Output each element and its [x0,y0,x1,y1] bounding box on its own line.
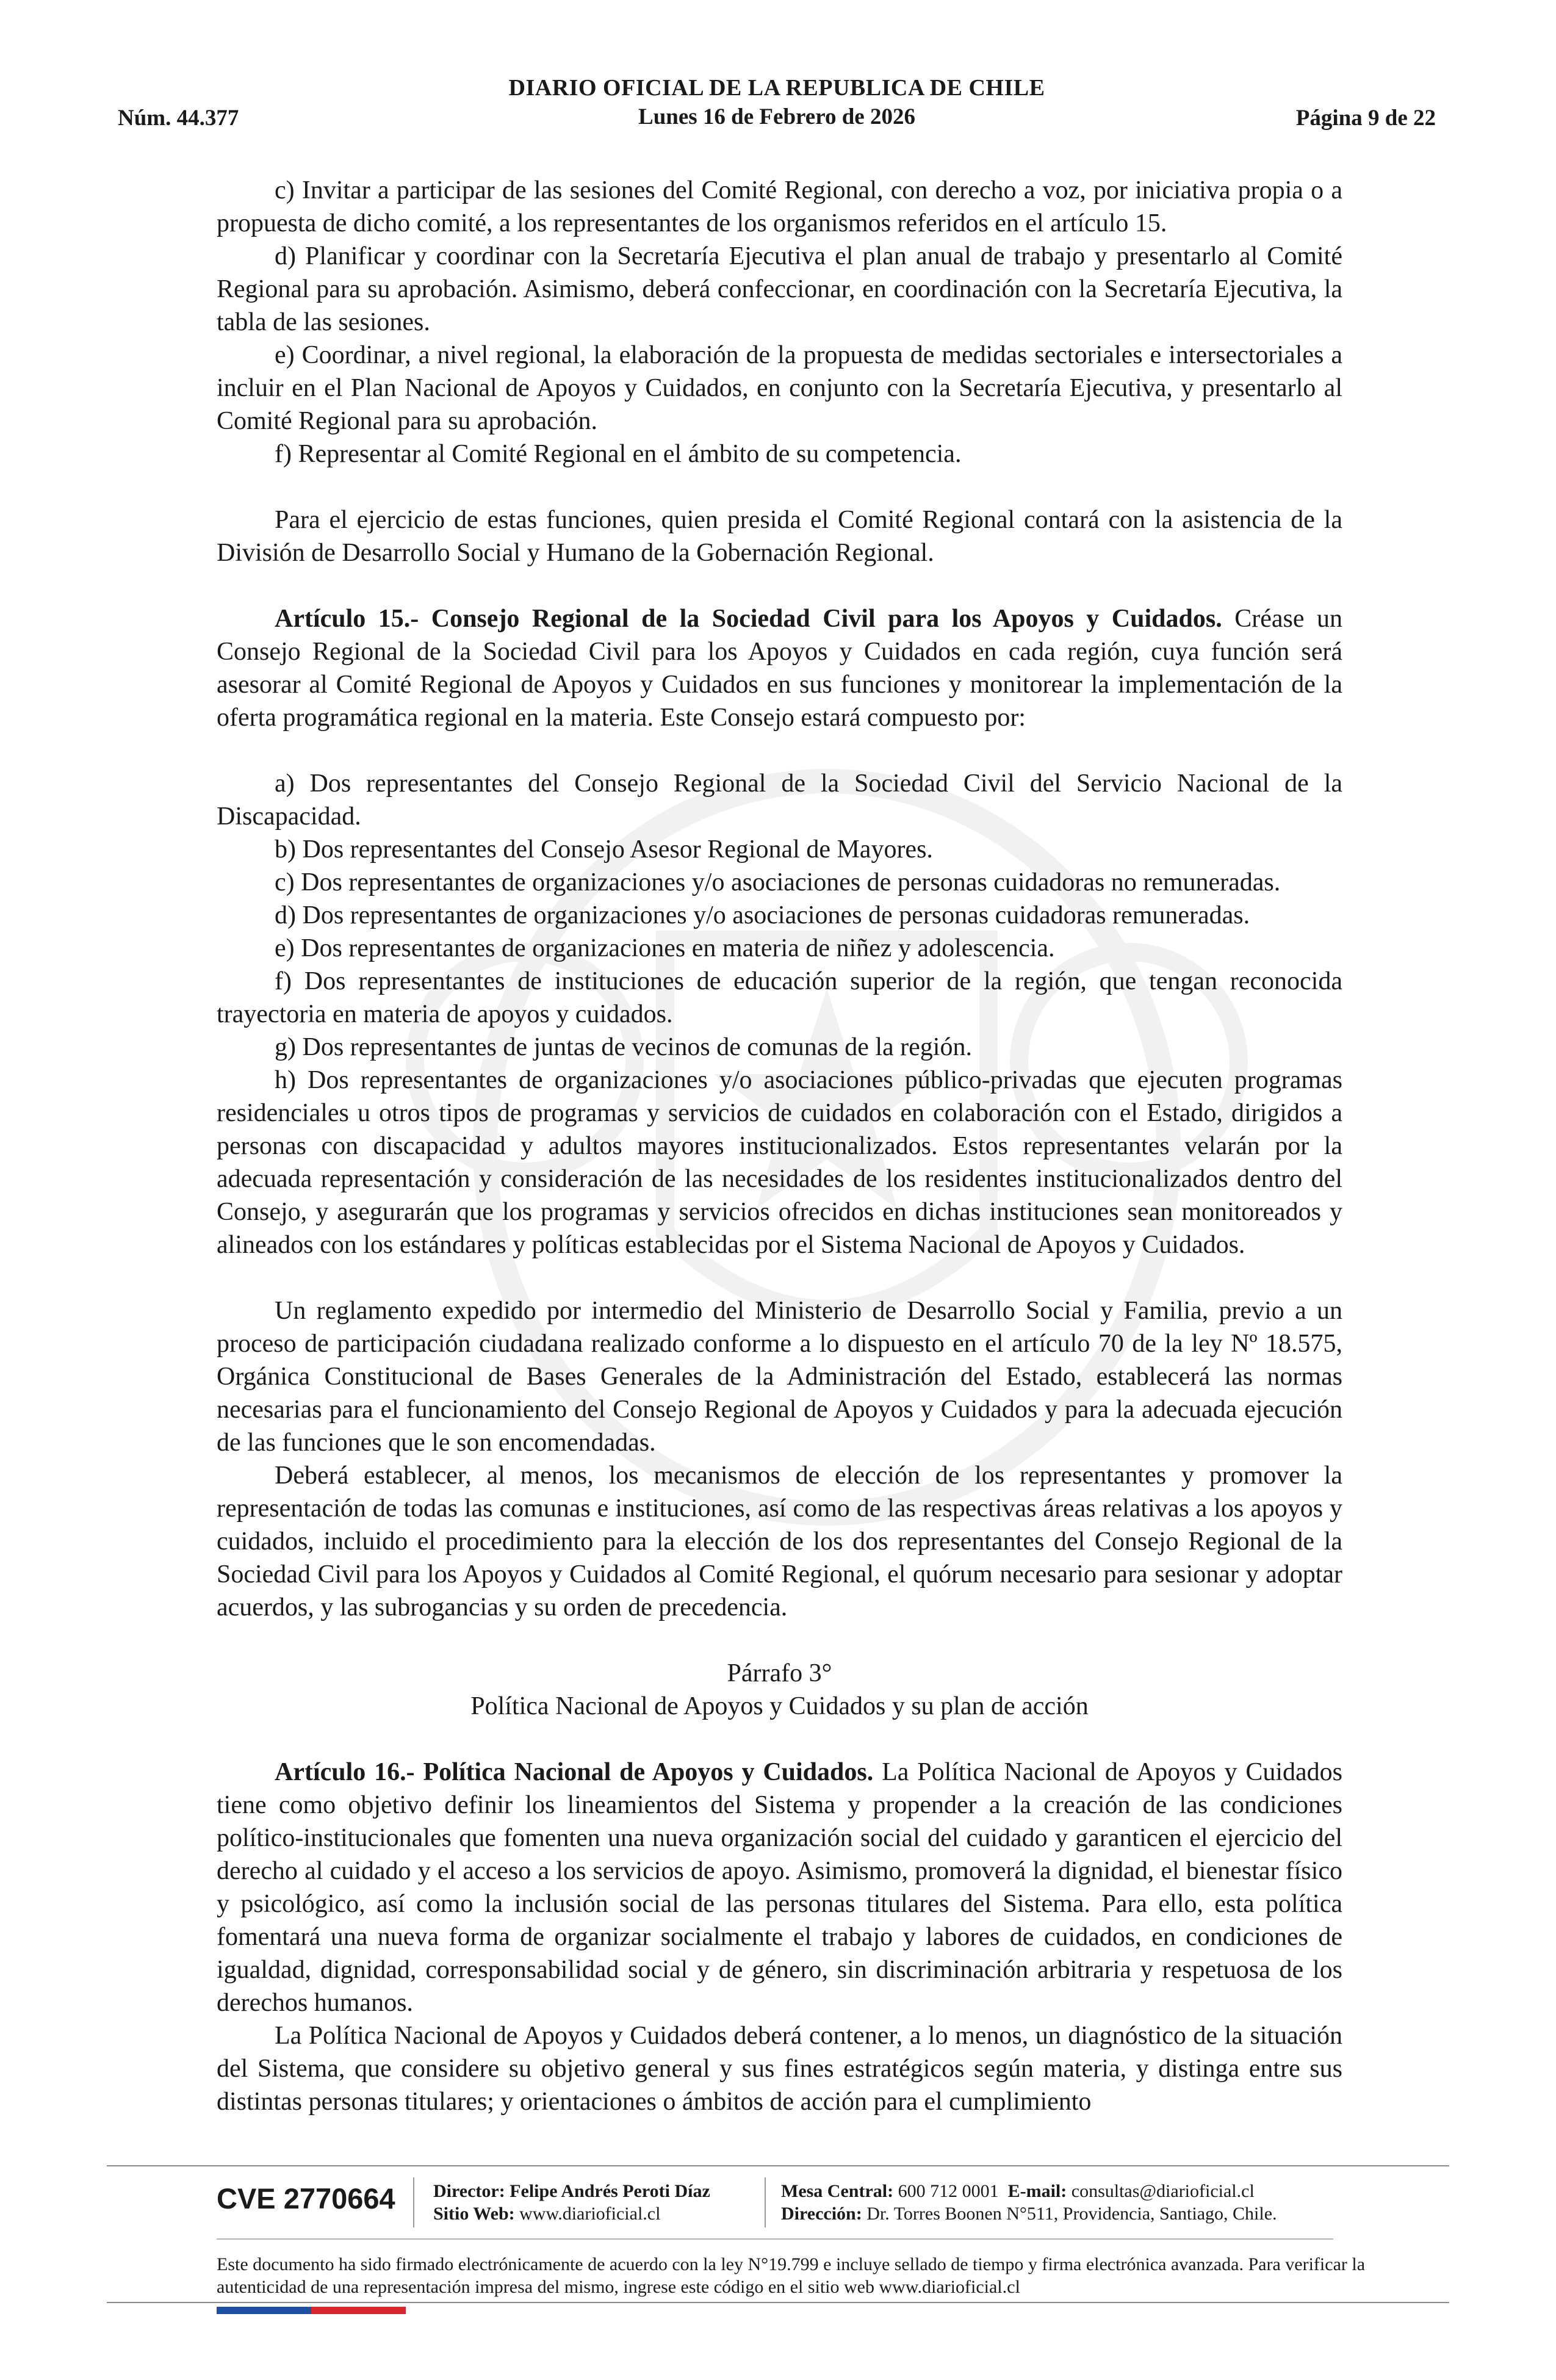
section-number: Párrafo 3° [727,1659,832,1687]
footer-divider [413,2177,414,2227]
address-label: Dirección: [781,2204,862,2224]
list-item: g) Dos representantes de juntas de vecinos de comunas de la región. [275,1033,972,1061]
list-item: c) Dos representantes de organizaciones y/o asociaciones de personas cuidadoras no remuneradas. [275,868,1281,896]
web-label: Sitio Web: [433,2204,515,2224]
document-body [217,174,1342,2118]
list-item: a) Dos representantes del Consejo Regional de la Sociedad Civil del Servicio Nacional de la Discapacidad. [217,770,1342,831]
page-header [118,74,1436,142]
email-label: E-mail: [1007,2181,1067,2201]
paragraph: f) Representar al Comité Regional en el ámbito de su competencia. [275,440,962,468]
director-name: Felipe Andrés Peroti Díaz [510,2181,710,2201]
list-item: b) Dos representantes del Consejo Asesor Regional de Mayores. [275,835,933,864]
publication-date: Lunes 16 de Febrero de 2026 [638,104,915,129]
footer-director-block [433,2180,710,2225]
email-link[interactable]: consultas@diarioficial.cl [1071,2181,1255,2201]
paragraph: c) Invitar a participar de las sesiones del Comité Regional, con derecho a voz, por iniciativa propia o a propuesta de dicho comité, a los representantes de los organismos referidos en el artículo 15. [217,176,1342,237]
page-number: Página 9 de 22 [1295,106,1436,131]
list-item: d) Dos representantes de organizaciones y/o asociaciones de personas cuidadoras remuneradas. [275,901,1250,929]
paragraph: La Política Nacional de Apoyos y Cuidados deberá contener, a lo menos, un diagnóstico de la situación del Sistema, que considere su objetivo general y sus fines estratégicos según materia, y distinga entre sus distintas personas titulares; y orientaciones o ámbitos de acción para el cumplimiento [217,2022,1342,2116]
flag-stripe-red [311,2307,406,2314]
article-text: Créase un Consejo Regional de la Sociedad Civil para los Apoyos y Cuidados en cada región, cuya función será asesorar al Comité Regional de Apoyos y Cuidados en sus funciones y monitorear la implementación de la oferta programática regional en la materia. Este Consejo estará compuesto por: [217,605,1342,732]
paragraph: Deberá establecer, al menos, los mecanismos de elección de los representantes y promover la representación de todas las comunas e instituciones, así como de las respectivas áreas relativas a los apoyos y cuidados, incluido el procedimiento para la elección de los dos representantes del Consejo Regional de la Sociedad Civil para los Apoyos y Cuidados al Comité Regional, el quórum necesario para sesionar y adoptar acuerdos, y las subrogancias y su orden de precedencia. [217,1462,1342,1621]
footer-mid-rule [217,2238,1333,2240]
article-15 [217,602,1342,734]
article-heading: Artículo 15.- Consejo Regional de la Sociedad Civil para los Apoyos y Cuidados. [275,605,1222,633]
legal-notice: Este documento ha sido firmado electrónicamente de acuerdo con la ley N°19.799 e incluye sellado de tiempo y firma electrónica avanzada. Para verificar la autenticidad de una representación impresa del mismo, ingrese este código en el sitio web www.diarioficial.cl [217,2254,1366,2297]
cve-code: CVE 2770664 [217,2182,395,2215]
publication-title: DIARIO OFICIAL DE LA REPUBLICA DE CHILE [508,75,1045,101]
footer-bottom-rule [107,2302,1449,2303]
section-title: Política Nacional de Apoyos y Cuidados y su plan de acción [470,1692,1089,1720]
address: Dr. Torres Boonen N°511, Providencia, Santiago, Chile. [866,2204,1277,2224]
mesa-label: Mesa Central: [781,2181,894,2201]
article-16 [217,1756,1342,2019]
article-text: La Política Nacional de Apoyos y Cuidados tiene como objetivo definir los lineamientos del Sistema y propender a la creación de las condiciones político-institucionales que fomenten una nueva organización social del cuidado y garanticen el ejercicio del derecho al cuidado y el acceso a los servicios de apoyo. Asimismo, promoverá la dignidad, el bienestar físico y psicológico, así como la inclusión social de las personas titulares del Sistema. Para ello, esta política fomentará una nueva forma de organizar socialmente el trabajo y labores de cuidados, en condiciones de igualdad, dignidad, corresponsabilidad social y de género, sin discriminación arbitraria y respetuosa de los derechos humanos. [217,1758,1342,2017]
paragraph: Para el ejercicio de estas funciones, quien presida el Comité Regional contará con la asistencia de la División de Desarrollo Social y Humano de la Gobernación Regional. [217,506,1342,567]
paragraph: Un reglamento expedido por intermedio del Ministerio de Desarrollo Social y Familia, previo a un proceso de participación ciudadana realizado conforme a lo dispuesto en el artículo 70 de la ley Nº 18.575, Orgánica Constitucional de Bases Generales de la Administración del Estado, establecerá las normas necesarias para el funcionamiento del Consejo Regional de Apoyos y Cuidados y para la adecuada ejecución de las funciones que le son encomendadas. [217,1297,1342,1457]
list-item: h) Dos representantes de organizaciones y/o asociaciones público-privadas que ejecuten programas residenciales u otros tipos de programas y servicios de cuidados en colaboración con el Estado, dirigidos a personas con discapacidad y adultos mayores institucionalizados. Estos representantes velarán por la adecuada representación y consideración de las necesidades de los residentes institucionalizados dentro del Consejo, y asegurarán que los programas y servicios ofrecidos en dichas instituciones sean monitoreados y alineados con los estándares y políticas establecidas por el Sistema Nacional de Apoyos y Cuidados. [217,1066,1342,1259]
issue-number: Núm. 44.377 [118,106,239,131]
footer-top-rule [107,2165,1449,2166]
footer-divider [765,2177,766,2227]
flag-stripe-blue [217,2307,311,2314]
website-link[interactable]: www.diarioficial.cl [519,2204,661,2224]
paragraph: e) Coordinar, a nivel regional, la elaboración de la propuesta de medidas sectoriales e intersectoriales a incluir en el Plan Nacional de Apoyos y Cuidados, en conjunto con la Secretaría Ejecutiva, y presentarlo al Comité Regional para su aprobación. [217,341,1342,435]
article-heading: Artículo 16.- Política Nacional de Apoyos y Cuidados. [275,1758,874,1786]
phone-number: 600 712 0001 [898,2181,999,2201]
paragraph: d) Planificar y coordinar con la Secretaría Ejecutiva el plan anual de trabajo y presentarlo al Comité Regional para su aprobación. Asimismo, deberá confeccionar, en coordinación con la Secretaría Ejecutiva, la tabla de las sesiones. [217,242,1342,336]
list-item: f) Dos representantes de instituciones de educación superior de la región, que tengan reconocida trayectoria en materia de apoyos y cuidados. [217,967,1342,1028]
list-item: e) Dos representantes de organizaciones en materia de niñez y adolescencia. [275,934,1055,962]
director-label: Director: [433,2181,505,2201]
footer-contact-block [781,2180,1277,2225]
